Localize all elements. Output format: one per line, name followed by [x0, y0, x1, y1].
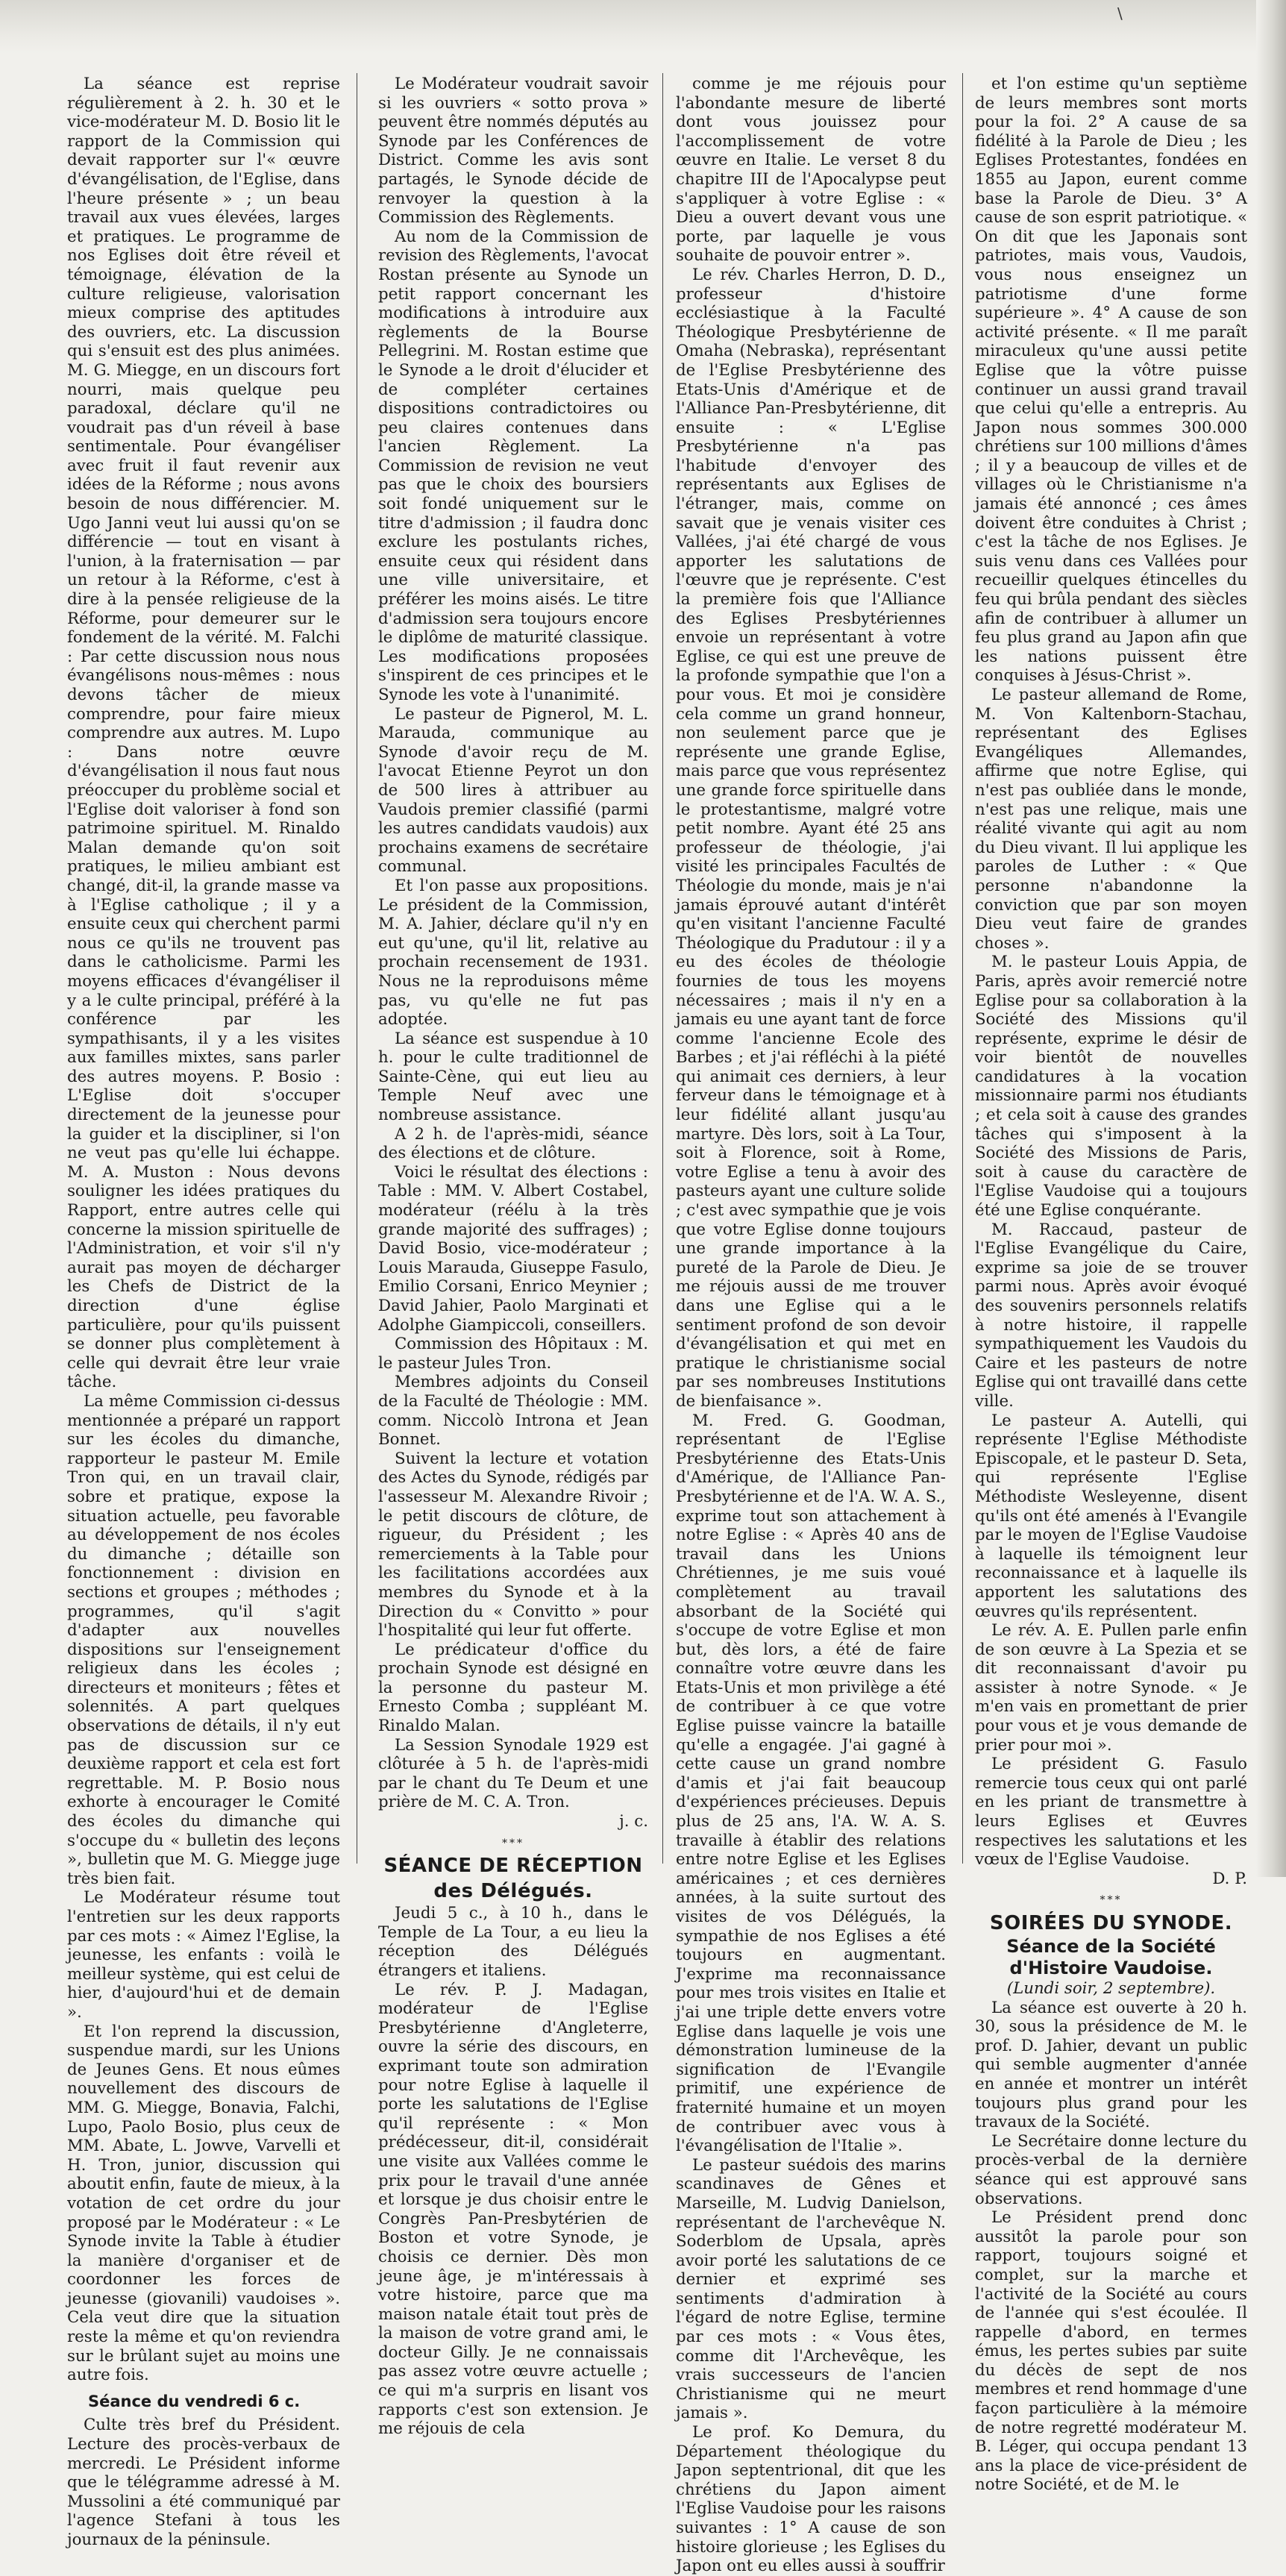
paragraph: Le prédicateur d'office du prochain Synode est désigné en la personne du pasteur M. Ernesto Comba ; suppléant M. Rinaldo Malan. [378, 1640, 648, 1736]
paragraph: Au nom de la Commission de revision des Règlements, l'avocat Rostan présente au Synode un petit rapport concernant les modifications à introduire aux règlements de la Bourse Pellegrini. M. Rostan estime que le Synode a le droit d'élucider et de compléter certaines dispositions contradictoires ou peu claires contenues dans l'ancien Règlement. La Commission de revision ne veut pas que le choix des boursiers soit fondé uniquement sur le titre d'admission ; il faudra donc exclure les postulants riches, ensuite ceux qui résident dans une ville universitaire, et préférer les moins aisés. Le titre d'admission sera toujours encore le diplôme de maturité classique. Les modifications proposées s'inspirent de ces principes et le Synode les vote à l'unanimité. [378, 227, 648, 704]
paragraph: Et l'on passe aux propositions. Le président de la Commission, M. A. Jahier, déclare qu'il n'y en eut qu'une, qu'il lit, relative au prochain recensement de 1931. Nous ne la reproduisons même pas, vu qu'elle ne fut pas adoptée. [378, 876, 648, 1030]
paragraph: M. le pasteur Louis Appia, de Paris, après avoir remercié notre Eglise pour sa collaboration à la Société des Missions qu'il représente, exprime le désir de voir bientôt de nouvelles candidatures à la vocation missionnaire parmi nos étudiants ; et cela soit à cause des grandes tâches qui s'imposent à la Société des Missions de Paris, soit à cause du caractère de l'Eglise Vaudoise qui a toujours été une Eglise conquérante. [975, 953, 1247, 1220]
paragraph: Voici le résultat des élections : Table : MM. V. Albert Costabel, modérateur (réélu à la très grande majorité des suffrages) ; David Bosio, vice-modérateur ; Louis Marauda, Giuseppe Fasulo, Emilio Corsani, Enrico Meynier ; David Jahier, Paolo Marginati et Adolphe Giampiccoli, conseillers. [378, 1162, 648, 1335]
paragraph: Le Secrétaire donne lecture du procès-verbal de la dernière séance qui est approuvé sans observations. [975, 2131, 1247, 2208]
article-heading: SOIRÉES DU SYNODE. [989, 1912, 1233, 1934]
page-top-edge [0, 0, 1286, 54]
signature: D. P. [1212, 1869, 1247, 1888]
paragraph: Et l'on reprend la discussion, suspendue mardi, sur les Unions de Jeunes Gens. Et nous eûmes nouvellement des discours de MM. G. Miegge, Bonavia, Falchi, Lupo, Paolo Bosio, plus ceux de MM. Abate, L. Jowve, Varvelli et H. Tron, junior, discussion qui aboutit enfin, faute de mieux, à la votation de cet ordre du jour proposé par le Modérateur : « Le Synode invite la Table à étudier la manière d'organiser et de coordonner les forces de jeunesse (giovanili) vaudoises ». Cela veut dire que la situation reste la même et qu'on reviendra sur le brûlant sujet au moins une autre fois. [67, 2022, 340, 2385]
article-heading: SÉANCE DE RÉCEPTION des Délégués. [383, 1855, 643, 1903]
paragraph: Le pasteur allemand de Rome, M. Von Kaltenborn-Stachau, représentant des Eglises Evangéliques Allemandes, affirme que notre Eglise, qui n'est pas oubliée dans le monde, n'est pas une relique, mais une réalité vivante qui agit au nom du Dieu vivant. Il lui applique les paroles de Luther : « Que personne n'abandonne la conviction que par son moyen Dieu veut faire de grandes choses ». [975, 686, 1247, 953]
paragraph: La séance est reprise régulièrement à 2. h. 30 et le vice-modérateur M. D. Bosio lit le rapport de la Commission qui devait rapporter sur l'« œuvre d'évangélisation, de l'Eglise, dans l'heure présente » ; un beau travail aux vues élevées, larges et pratiques. Le programme de nos Eglises doit être réveil et témoignage, élévation de la culture religieuse, valorisation mieux comprise des aptitudes des ouvriers, etc. La discussion qui s'ensuit est des plus animées. M. G. Miegge, en un discours fort nourri, mais quelque peu paradoxal, déclare qu'il ne voudrait pas d'un réveil à base sentimentale. Pour évangéliser avec fruit il faut revenir aux idées de la Réforme ; nous avons besoin de nous différencier. M. Ugo Janni veut lui aussi qu'on se différencie — tout en visant à l'union, à la fraternisation — par un retour à la Réforme, c'est à dire à la pensée religieuse de la Réforme, pour demeurer sur le fondement de la vérité. M. Falchi : Par cette discussion nous nous évangélisons nous-mêmes : nous devons tâcher de mieux comprendre, pour faire mieux comprendre aux autres. M. Lupo : Dans notre œuvre d'évangélisation il nous faut nous préoccuper du problème social et l'Eglise doit valoriser à fond son patrimoine spirituel. M. Rinaldo Malan demande qu'on soit pratiques, le milieu ambiant est changé, dit-il, la grande masse va à l'Eglise catholique ; il y a ensuite ceux qui cherchent parmi nous ce qu'ils ne trouvent pas dans le catholicisme. Parmi les moyens efficaces d'évangéliser il y a le culte principal, préféré à la conférence par les sympathisants, il y a les visites aux familles mixtes, sans parler des autres moyens. P. Bosio : L'Eglise doit s'occuper directement de la jeunesse pour la guider et la discipliner, si l'on ne veut pas qu'elle lui échappe. M. A. Muston : Nous devons souligner les idées pratiques du Rapport, entre autres celle qui concerne la mission spirituelle de l'Administration, et voir s'il n'y aurait pas moyen de décharger les Chefs de District de la direction d'une église particulière, pour qu'ils puissent se donner plus complètement à celle qui devrait être leur vraie tâche. [67, 75, 340, 1392]
paragraph: Le Président prend donc aussitôt la parole pour son rapport, toujours soigné et complet, sur la marche et l'activité de la Société au cours de l'année qui s'est écoulée. Il rappelle d'abord, en termes émus, les pertes subies par suite du décès de sept de nos membres et rend hommage d'une façon particulière à la mémoire de notre regretté modérateur M. B. Léger, qui occupa pendant 13 ans la place de vice-président de notre Société, et de M. le [975, 2208, 1247, 2495]
paragraph: Le pasteur suédois des marins scandinaves de Gênes et Marseille, M. Ludvig Danielson, représentant de l'archevêque N. Soderblom de Upsala, après avoir porté les salutations de ce dernier et exprimé ses sentiments d'admiration à l'égard de notre Eglise, termine par ces mots : « Vous êtes, comme dit l'Archevêque, les vrais successeurs de l'ancien Christianisme qui ne meurt jamais ». [676, 2155, 946, 2423]
paragraph: Le pasteur de Pignerol, M. L. Marauda, communique au Synode d'avoir reçu de M. l'avocat Etienne Peyrot un don de 500 lires à attribuer au Vaudois premier classifié (parmi les autres candidats vaudois) aux prochains examens de secrétaire communal. [378, 704, 648, 877]
paragraph: et l'on estime qu'un septième de leurs membres sont morts pour la foi. 2° A cause de sa fidélité à la Parole de Dieu ; les Eglises Protestantes, fondées en 1855 au Japon, eurent comme base la Parole de Dieu. 3° A cause de son esprit patriotique. « On dit que les Japonais sont patriotes, mais vous, Vaudois, vous nous enseignez un patriotisme d'une forme supérieure ». 4° A cause de son activité présente. « Il me paraît miraculeux qu'une aussi petite Eglise que la vôtre puisse continuer un aussi grand travail que celui qu'elle a entrepris. Au Japon nous sommes 300.000 chrétiens sur 100 millions d'âmes ; il y a beaucoup de villes et de villages où le Christianisme n'a jamais été annoncé ; ces âmes doivent être conduites à Christ ; c'est la tâche de nos Eglises. Je suis venu dans ces Vallées pour recueillir quelques étincelles du feu qui brûla pendant des siècles afin de contribuer à allumer un feu plus grand au Japon afin que les nations puissent être conquises à Jésus-Christ ». [975, 75, 1247, 686]
paragraph: Le rév. P. J. Madagan, modérateur de l'Eglise Presbytérienne d'Angleterre, ouvre la série des discours, en exprimant toute son admiration pour notre Eglise à laquelle il porte les salutations de l'Eglise qu'il représente : « Mon prédécesseur, dit-il, considérait une visite aux Vallées comme le prix pour le travail d'une année et lorsque je dus choisir entre le Congrès Pan-Presbytérien de Boston et votre Synode, je choisis ce dernier. Dès mon jeune âge, je m'intéressais à votre histoire, parce que ma maison natale était tout près de la maison de votre grand ami, le docteur Gilly. Je ne connaissais pas assez votre œuvre actuelle ; ce qui m'a surpris en lisant vos rapports c'est son extension. Je me réjouis de cela [378, 1980, 648, 2439]
paragraph: Membres adjoints du Conseil de la Faculté de Théologie : MM. comm. Niccolò Introna et Jean Bonnet. [378, 1373, 648, 1450]
paragraph: La séance est ouverte à 20 h. 30, sous la présidence de M. le prof. D. Jahier, devant un public qui semble augmenter d'année en année et montrer un intérêt toujours plus grand pour les travaux de la Société. [975, 1998, 1247, 2132]
separator-stars: *** [1100, 1894, 1123, 1907]
separator-stars: *** [502, 1837, 524, 1849]
paragraph: La séance est suspendue à 10 h. pour le culte traditionnel de Sainte-Cène, qui eut lieu au Temple Neuf avec une nombreuse assistance. [378, 1029, 648, 1125]
paragraph: comme je me réjouis pour l'abondante mesure de liberté dont vous jouissez pour l'accomplissement de votre œuvre en Italie. Le verset 8 du chapitre III de l'Apocalypse peut s'appliquer à votre Eglise : « Dieu a ouvert devant vous une porte, par laquelle je vous souhaite de pouvoir entrer ». [676, 75, 946, 266]
paragraph: M. Fred. G. Goodman, représentant de l'Eglise Presbytérienne des Etats-Unis d'Amérique, de l'Alliance Pan-Presbytérienne et de l'A. W. A. S., exprime tout son attachement à notre Eglise : « Après 40 ans de travail dans les Unions Chrétiennes, je me suis voué complètement au travail absorbant de la Société qui s'occupe de votre Eglise et mon but, dès lors, a été de faire connaître votre œuvre dans les Etats-Unis et mon privilège a été de contribuer à ce que votre Eglise puisse vaincre la bataille qu'elle a engagée. J'ai gagné à cette cause un grand nombre d'amis et j'ai fait beaucoup d'expériences précieuses. Depuis plus de 25 ans, l'A. W. A. S. travaille à établir des relations entre notre Eglise et les Eglises américaines ; et ces dernières années, à la suite surtout des visites de vos Délégués, la sympathie de nos Eglises a été toujours en augmentant. J'exprime ma reconnaissance pour mes trois visites en Italie et j'ai une triple dette envers votre Eglise dans laquelle je vois une démonstration lumineuse de la signification de l'Evangile primitif, une expérience de fraternité humaine et un moyen de contribuer avec vous à l'évangélisation de l'Italie ». [676, 1411, 946, 2156]
column-4 [975, 75, 1247, 2495]
column-3 [676, 75, 946, 2576]
paragraph: La même Commission ci-dessus mentionnée a préparé un rapport sur les écoles du dimanche, rapporteur le pasteur M. Emile Tron qui, en un travail clair, sobre et pratique, expose la situation actuelle, peu favorable au développement de nos écoles du dimanche ; détaille son fonctionnement : division en sections et groupes ; méthodes ; programmes, qu'il s'agit d'adapter aux nouvelles dispositions sur l'enseignement religieux dans les écoles ; directeurs et moniteurs ; fêtes et solennités. A part quelques observations de détails, il n'y eut pas de discussion sur ce deuxième rapport et cela est fort regrettable. M. P. Bosio nous exhorte à encourager le Comité des écoles du dimanche qui s'occupe du « bulletin des leçons », bulletin que M. G. Miegge juge très bien fait. [67, 1391, 340, 1888]
column-2 [378, 75, 648, 2439]
column-1 [67, 75, 340, 2549]
paragraph: Le pasteur A. Autelli, qui représente l'Eglise Méthodiste Episcopale, et le pasteur D. Seta, qui représente l'Eglise Méthodiste Wesleyenne, disent qu'ils ont été amenés à l'Evangile par le moyen de l'Eglise Vaudoise à laquelle ils témoignent leur reconnaissance et à laquelle ils apportent les salutations des œuvres qu'ils représentent. [975, 1411, 1247, 1621]
paragraph: Commission des Hôpitaux : M. le pasteur Jules Tron. [378, 1335, 648, 1373]
paragraph: Le prof. Ko Demura, du Département théologique du Japon septentrional, dit que les chrétiens du Japon aiment l'Eglise Vaudoise pour les raisons suivantes : 1° A cause de son histoire glorieuse ; les Eglises du Japon ont eu elles aussi à souffrir [676, 2423, 946, 2576]
paragraph: Le Modérateur résume tout l'entretien sur les deux rapports par ces mots : « Aimez l'Eglise, la jeunesse, les enfants : voilà le meilleur système, qui est celui de hier, d'aujourd'hui et de demain ». [67, 1888, 340, 2022]
top-mark: \ [1117, 4, 1123, 22]
column-rule [662, 73, 663, 1864]
paragraph: M. Raccaud, pasteur de l'Eglise Evangélique du Caire, exprime sa joie de se trouver parmi nous. Après avoir évoqué des souvenirs personnels relatifs à notre histoire, il rappelle sympathiquement les Vaudois du Caire et les pasteurs de notre Eglise qui ont travaillé dans cette ville. [975, 1220, 1247, 1411]
paragraph: La Session Synodale 1929 est clôturée à 5 h. de l'après-midi par le chant du Te Deum et une prière de M. C. A. Tron. [378, 1735, 648, 1812]
page-right-edge [1256, 0, 1286, 1877]
paragraph: Suivent la lecture et votation des Actes du Synode, rédigés par l'assesseur M. Alexandre Rivoir ; le petit discours de clôture, de rigueur, du Président ; les remerciements à la Table pour les facilitations accordées aux membres du Synode et à la Direction du « Convitto » pour l'hospitalité qui leur fut offerte. [378, 1449, 648, 1640]
signature: j. c. [619, 1812, 648, 1831]
paragraph: Culte très bref du Président. Lecture des procès-verbaux de mercredi. Le Président informe que le télégramme adressé à M. Mussolini a été communiqué par l'agence Stefani à tous les journaux de la péninsule. [67, 2416, 340, 2549]
paragraph: Jeudi 5 c., à 10 h., dans le Temple de La Tour, a eu lieu la réception des Délégués étrangers et italiens. [378, 1904, 648, 1980]
dateline: (Lundi soir, 2 septembre). [1006, 1979, 1216, 1998]
article-subheading: Séance de la Société d'Histoire Vaudoise. [1006, 1936, 1216, 1978]
paragraph: A 2 h. de l'après-midi, séance des élections et de clôture. [378, 1124, 648, 1163]
paragraph: Le rév. Charles Herron, D. D., professeur d'histoire ecclésiastique à la Faculté Théologique Presbytérienne de Omaha (Nebraska), représentant de l'Eglise Presbytérienne des Etats-Unis d'Amérique et de l'Alliance Pan-Presbytérienne, dit ensuite : « L'Eglise Presbytérienne n'a pas l'habitude d'envoyer des représentants aux Eglises de l'étranger, mais, comme on savait que je venais visiter ces Vallées, j'ai été chargé de vous apporter les salutations de l'œuvre que je représente. C'est la première fois que l'Alliance des Eglises Presbytériennes envoie un représentant à votre Eglise, ce qui est une preuve de la profonde sympathie que l'on a pour vous. Et moi je considère cela comme un grand honneur, non seulement parce que je représente une grande Eglise, mais parce que vous représentez une grande force spirituelle dans le protestantisme, malgré votre petit nombre. Ayant été 25 ans professeur de théologie, j'ai visité les principales Facultés de Théologie du monde, mais je n'ai jamais éprouvé autant d'intérêt qu'en visitant l'ancienne Faculté Théologique du Pradutour : il y a eu des écoles de théologie fournies de tous les moyens nécessaires ; mais il n'y en a jamais eu une ayant tant de force comme l'ancienne Ecole des Barbes ; et j'ai réfléchi à la piété qui animait ces derniers, à leur ferveur dans le témoignage et à leur fidélité allant jusqu'au martyre. Dès lors, soit à La Tour, soit à Florence, soit à Rome, votre Eglise a tenu à avoir des pasteurs ayant une culture solide ; c'est avec sympathie que je vois que votre Eglise donne toujours une grande importance à la pureté de la Parole de Dieu. Je me réjouis aussi de me trouver dans une Eglise qui a le sentiment profond de son devoir d'évangélisation et qui met en pratique le christianisme social par ses nombreuses Institutions de bienfaisance ». [676, 265, 946, 1411]
section-heading: Séance du vendredi 6 c. [88, 2392, 301, 2410]
paragraph: Le président G. Fasulo remercie tous ceux qui ont parlé en les priant de transmettre à leurs Eglises et Œuvres respectives les salutations et les vœux de l'Eglise Vaudoise. [975, 1755, 1247, 1870]
paragraph: Le Modérateur voudrait savoir si les ouvriers « sotto prova » peuvent être nommés députés au Synode par les Conférences de District. Comme les avis sont partagés, le Synode décide de renvoyer la question à la Commission des Règlements. [378, 75, 648, 228]
paragraph: Le rév. A. E. Pullen parle enfin de son œuvre à La Spezia et se dit reconnaissant d'avoir pu assister à notre Synode. « Je m'en vais en promettant de prier pour vous et je vous demande de prier pour moi ». [975, 1621, 1247, 1755]
column-rule [962, 73, 963, 1864]
